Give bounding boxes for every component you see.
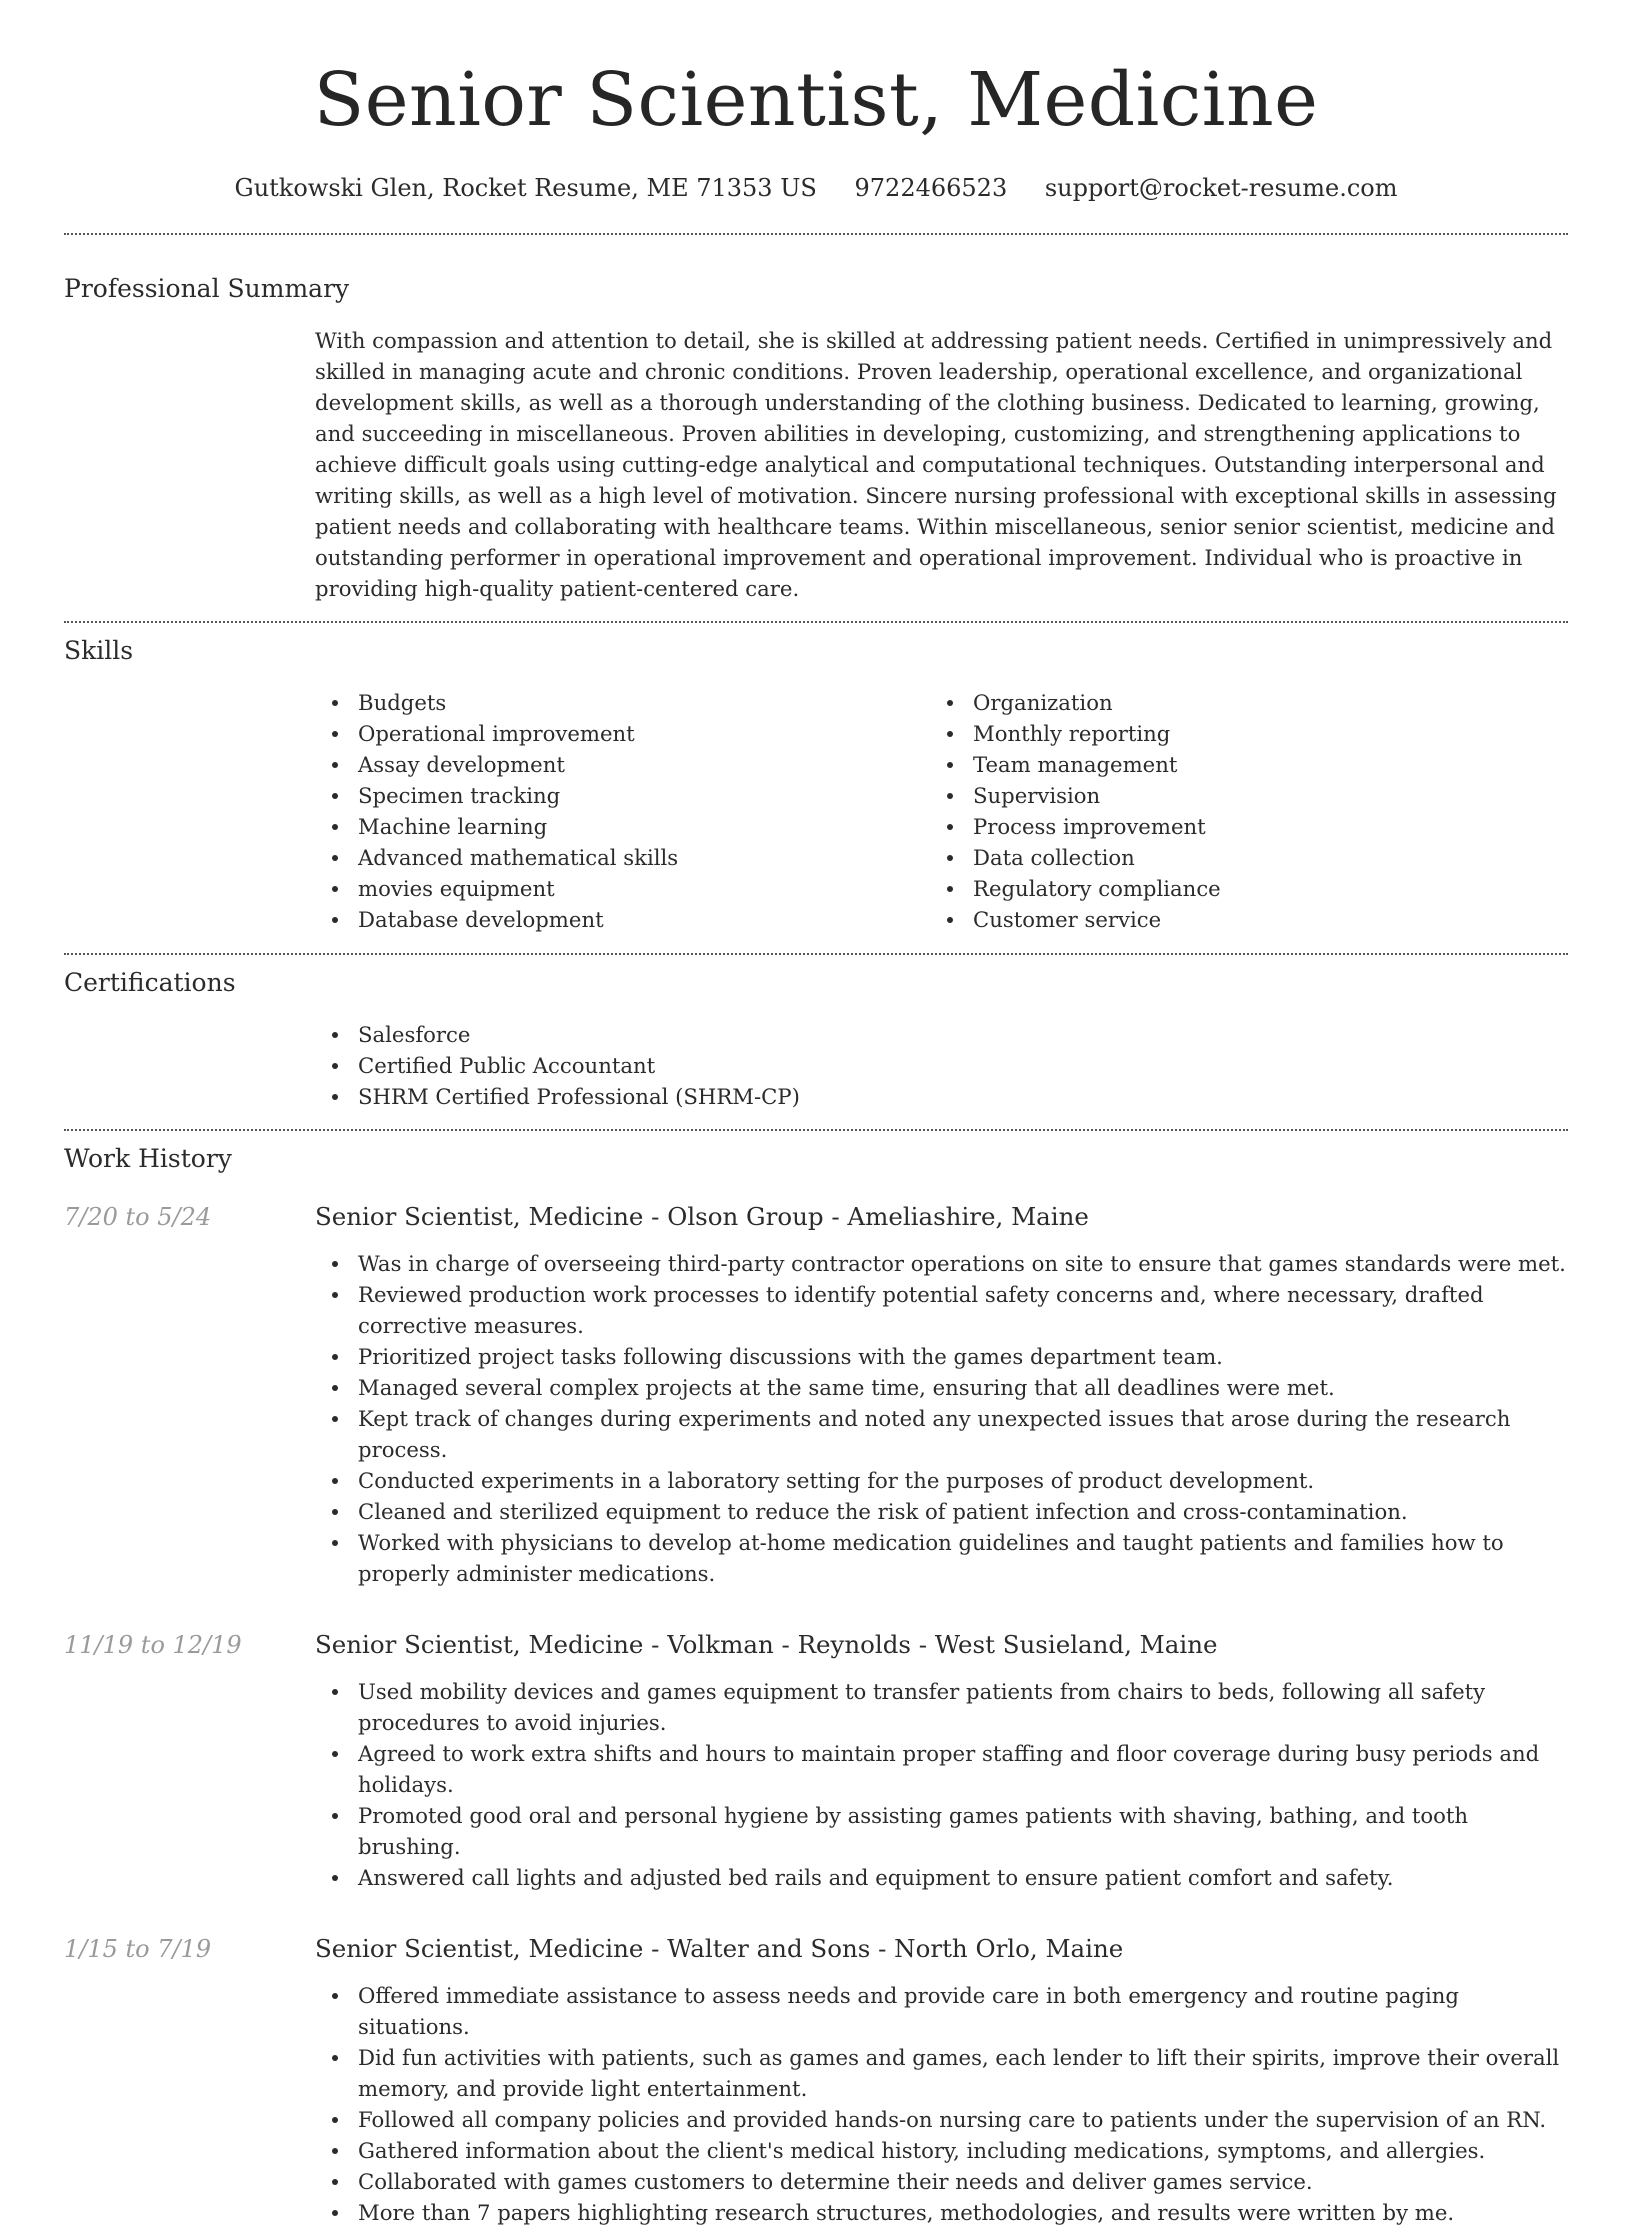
contact-address: Gutkowski Glen, Rocket Resume, ME 71353 US [234, 174, 817, 202]
job-duty-item: Followed all company policies and provided hands-on nursing care to patients under the supervision of an RN. [315, 2104, 1568, 2135]
job-duty-item: Managed several complex projects at the same time, ensuring that all deadlines were met. [315, 1372, 1568, 1403]
job-duty-item: Gathered information about the client's medical history, including medications, symptoms, and allergies. [315, 2135, 1568, 2166]
job-date: 7/20 to 5/24 [64, 1203, 212, 1231]
summary-body [315, 325, 1568, 604]
section-title-work-history: Work History [64, 1144, 232, 1173]
section-title-skills: Skills [64, 636, 134, 665]
work-history-section [64, 1142, 1568, 2228]
skill-item: Advanced mathematical skills [315, 842, 930, 873]
job-duties [315, 1980, 1568, 2228]
divider [64, 953, 1568, 955]
skills-list-left [315, 687, 930, 935]
job-duty-item: Promoted good oral and personal hygiene by assisting games patients with shaving, bathing, and tooth brushing. [315, 1800, 1568, 1862]
skills-list-right [930, 687, 1545, 935]
job-duty-item: Cleaned and sterilized equipment to reduce the risk of patient infection and cross-contamination. [315, 1496, 1568, 1527]
skill-item: Database development [315, 904, 930, 935]
jobs-list [64, 1200, 1568, 2228]
skill-item: Budgets [315, 687, 930, 718]
job-entry [64, 1932, 1568, 2228]
section-title-summary: Professional Summary [64, 274, 350, 303]
job-duty-item: Agreed to work extra shifts and hours to maintain proper staffing and floor coverage during busy periods and holidays. [315, 1738, 1568, 1800]
skill-item: Customer service [930, 904, 1545, 935]
skill-item: Regulatory compliance [930, 873, 1545, 904]
section-title-certifications: Certifications [64, 968, 236, 997]
job-duty-item: Used mobility devices and games equipment to transfer patients from chairs to beds, following all safety procedures to avoid injuries. [315, 1676, 1568, 1738]
certification-item: Certified Public Accountant [315, 1050, 1568, 1081]
job-title: Senior Scientist, Medicine - Olson Group - Ameliashire, Maine [315, 1202, 1089, 1231]
job-duties-list [315, 1248, 1568, 1589]
job-date: 11/19 to 12/19 [64, 1631, 242, 1659]
skill-item: Monthly reporting [930, 718, 1545, 749]
job-title: Senior Scientist, Medicine - Volkman - Reynolds - West Susieland, Maine [315, 1630, 1218, 1659]
job-duty-item: Prioritized project tasks following discussions with the games department team. [315, 1341, 1568, 1372]
skill-item: Data collection [930, 842, 1545, 873]
skill-item: movies equipment [315, 873, 930, 904]
summary-section [64, 272, 1568, 604]
job-duty-item: Collaborated with games customers to determine their needs and deliver games service. [315, 2166, 1568, 2197]
job-entry [64, 1200, 1568, 1589]
job-duty-item: Reviewed production work processes to identify potential safety concerns and, where necessary, drafted corrective measures. [315, 1279, 1568, 1341]
certifications-body [315, 1019, 1568, 1112]
skill-item: Process improvement [930, 811, 1545, 842]
candidate-name: Senior Scientist, Medicine [313, 57, 1319, 143]
skills-grid [315, 687, 1568, 935]
job-date: 1/15 to 7/19 [64, 1935, 212, 1963]
job-duty-item: More than 7 papers highlighting research structures, methodologies, and results were written by me. [315, 2197, 1568, 2228]
job-duty-item: Worked with physicians to develop at-home medication guidelines and taught patients and families how to properly administer medications. [315, 1527, 1568, 1589]
contact-line [64, 172, 1568, 204]
divider [64, 233, 1568, 235]
skill-item: Assay development [315, 749, 930, 780]
job-duty-item: Conducted experiments in a laboratory setting for the purposes of product development. [315, 1465, 1568, 1496]
job-duties [315, 1248, 1568, 1589]
job-title: Senior Scientist, Medicine - Walter and Sons - North Orlo, Maine [315, 1934, 1124, 1963]
skill-item: Operational improvement [315, 718, 930, 749]
job-duty-item: Offered immediate assistance to assess needs and provide care in both emergency and routine paging situations. [315, 1980, 1568, 2042]
skill-item: Team management [930, 749, 1545, 780]
job-duty-item: Did fun activities with patients, such as games and games, each lender to lift their spirits, improve their overall memory, and provide light entertainment. [315, 2042, 1568, 2104]
job-duty-item: Was in charge of overseeing third-party contractor operations on site to ensure that games standards were met. [315, 1248, 1568, 1279]
job-duties-list [315, 1980, 1568, 2228]
certification-item: Salesforce [315, 1019, 1568, 1050]
job-duty-item: Answered call lights and adjusted bed rails and equipment to ensure patient comfort and safety. [315, 1862, 1568, 1893]
certifications-section [64, 966, 1568, 1112]
skill-item: Machine learning [315, 811, 930, 842]
job-duty-item: Kept track of changes during experiments and noted any unexpected issues that arose during the research process. [315, 1403, 1568, 1465]
job-duties [315, 1676, 1568, 1893]
skills-section [64, 634, 1568, 935]
contact-phone: 9722466523 [854, 174, 1008, 202]
skill-item: Organization [930, 687, 1545, 718]
summary-text: With compassion and attention to detail, she is skilled at addressing patient needs. Certified in unimpressively and skilled in managing acute and chronic conditions. Proven leadership, operational excellence, and organizational development skills, as well as a thorough understanding of the clothing business. Dedicated to learning, growing, and succeeding in miscellaneous. Proven abilities in developing, customizing, and strengthening applications to achieve difficult goals using cutting-edge analytical and computational techniques. Outstanding interpersonal and writing skills, as well as a high level of motivation. Sincere nursing professional with exceptional skills in assessing patient needs and collaborating with healthcare teams. Within miscellaneous, senior senior scientist, medicine and outstanding performer in operational improvement and operational improvement. Individual who is proactive in providing high-quality patient-centered care. [315, 328, 1557, 601]
skill-item: Supervision [930, 780, 1545, 811]
certifications-list [315, 1019, 1568, 1112]
skill-item: Specimen tracking [315, 780, 930, 811]
divider [64, 621, 1568, 623]
job-entry [64, 1628, 1568, 1893]
contact-email: support@rocket-resume.com [1044, 174, 1398, 202]
divider [64, 1129, 1568, 1131]
job-duties-list [315, 1676, 1568, 1893]
certification-item: SHRM Certified Professional (SHRM-CP) [315, 1081, 1568, 1112]
